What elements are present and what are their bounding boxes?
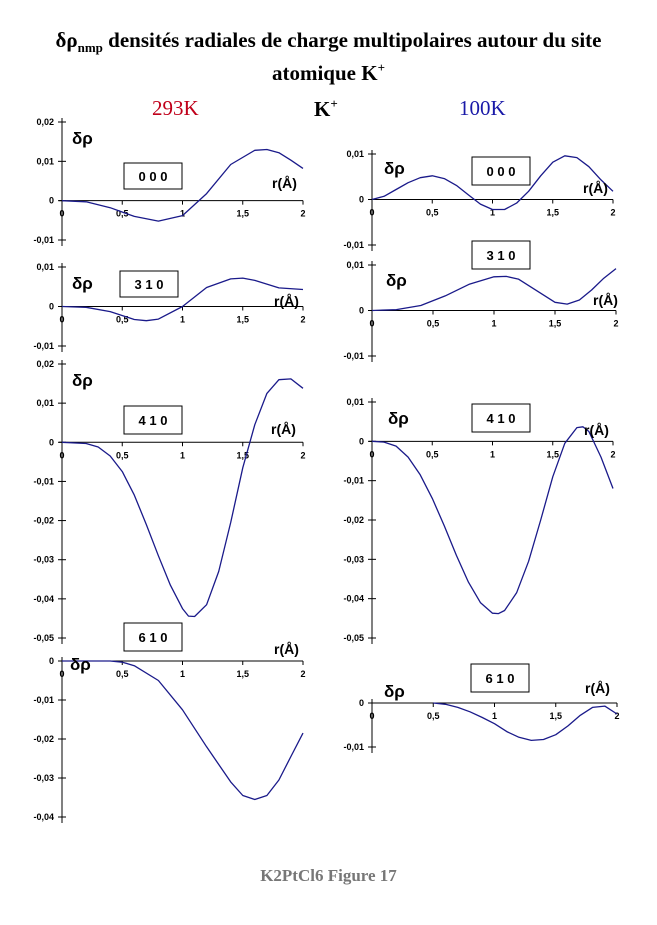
y-tick-label: 0,01 (36, 398, 54, 409)
x-tick-label: 1 (179, 208, 186, 219)
x-tick-label: 0,5 (115, 314, 129, 325)
y-tick-label: -0,02 (33, 515, 54, 526)
y-tick-label: -0,05 (343, 633, 364, 643)
y-tick-label: -0,04 (33, 593, 54, 604)
x-tick-label: 2 (300, 314, 306, 325)
title-text-2: atomique K (271, 61, 378, 85)
x-axis-title: r(Å) (583, 180, 608, 196)
x-tick-label: 2 (613, 318, 619, 329)
y-axis-title: δρ (386, 271, 407, 290)
ion-charge: + (330, 96, 338, 111)
y-axis-title: δρ (388, 409, 409, 428)
chart-panel-1 (33, 117, 305, 246)
x-axis-title: r(Å) (274, 293, 299, 309)
figure-caption: K2PtCl6 Figure 17 (260, 866, 397, 885)
y-tick-label: -0,01 (33, 341, 54, 351)
y-tick-label: 0 (48, 195, 54, 206)
y-tick-label: 0 (48, 656, 54, 666)
x-tick-label: 1 (491, 711, 498, 721)
y-tick-label: 0 (358, 305, 364, 316)
title-symbol: δρ (55, 28, 78, 52)
multipole-label: 6 1 0 (138, 630, 168, 645)
x-tick-label: 0 (369, 207, 375, 218)
x-tick-label: 2 (300, 669, 306, 679)
x-tick-label: 1 (491, 318, 497, 329)
y-tick-label: 0 (358, 698, 364, 708)
x-axis-title: r(Å) (584, 422, 609, 438)
y-tick-label: -0,01 (343, 351, 364, 361)
x-tick-label: 0,5 (426, 318, 440, 329)
x-tick-label: 0 (369, 449, 375, 460)
multipole-label: 0 0 0 (138, 169, 168, 184)
y-axis-title: δρ (384, 682, 405, 701)
y-axis-title: δρ (70, 655, 91, 674)
right-temperature-label: 100K (459, 96, 506, 120)
x-axis-title: r(Å) (585, 680, 610, 696)
series-line (372, 269, 616, 311)
chart-panel-5 (343, 149, 615, 251)
y-tick-label: -0,02 (343, 515, 364, 525)
series-line (433, 703, 620, 740)
x-tick-label: 0 (59, 208, 65, 219)
multipole-label: 3 1 0 (486, 248, 516, 263)
y-tick-label: -0,03 (343, 554, 364, 565)
x-axis-title: r(Å) (593, 292, 618, 308)
x-tick-label: 0 (369, 318, 375, 329)
y-tick-label: -0,05 (33, 633, 54, 643)
x-tick-label: 2 (610, 207, 616, 218)
x-tick-label: 0 (59, 669, 65, 679)
y-tick-label: -0,03 (33, 554, 54, 565)
y-axis-title: δρ (72, 274, 93, 293)
x-axis-title: r(Å) (272, 175, 297, 191)
x-tick-label: 0,5 (115, 669, 129, 679)
y-tick-label: 0,01 (346, 149, 364, 159)
y-tick-label: -0,01 (33, 476, 54, 487)
x-tick-label: 0,5 (425, 449, 439, 460)
x-tick-label: 0 (59, 450, 65, 461)
x-axis-title: r(Å) (271, 421, 296, 437)
y-axis-title: δρ (384, 159, 405, 178)
y-tick-label: 0 (48, 301, 54, 312)
multipole-label: 6 1 0 (485, 671, 515, 686)
y-tick-label: 0,01 (346, 397, 364, 407)
x-tick-label: 1,5 (548, 318, 562, 329)
y-tick-label: -0,01 (343, 240, 364, 250)
y-tick-label: 0 (358, 436, 364, 447)
x-tick-label: 1,5 (236, 450, 250, 461)
x-tick-label: 1,5 (236, 314, 250, 325)
y-tick-label: -0,02 (33, 734, 54, 744)
y-tick-label: 0,01 (36, 156, 54, 167)
y-tick-label: 0,01 (36, 262, 54, 272)
y-tick-label: -0,04 (343, 593, 364, 604)
chart-panel-6 (343, 241, 618, 362)
x-tick-label: 1 (179, 314, 186, 325)
multipole-label: 4 1 0 (486, 411, 516, 426)
x-tick-label: 0,5 (425, 207, 439, 218)
title-subscript: nmp (77, 40, 103, 56)
multipole-label: 4 1 0 (138, 413, 168, 428)
y-tick-label: 0 (358, 194, 364, 205)
chart-panel-2 (33, 262, 305, 352)
y-axis-title: δρ (72, 371, 93, 390)
chart-panel-3 (33, 359, 305, 644)
x-tick-label: 0,5 (115, 450, 129, 461)
y-tick-label: -0,01 (343, 742, 364, 752)
series-line (62, 661, 306, 800)
multipole-label: 0 0 0 (486, 164, 516, 179)
y-tick-label: -0,01 (33, 235, 54, 245)
x-tick-label: 1,5 (549, 711, 563, 721)
y-tick-label: 0,02 (36, 359, 54, 369)
y-tick-label: 0 (48, 437, 54, 448)
y-axis-title: δρ (72, 129, 93, 148)
y-tick-label: 0,01 (346, 260, 364, 270)
x-tick-label: 1,5 (236, 208, 250, 219)
x-tick-label: 0 (59, 314, 65, 325)
x-tick-label: 2 (300, 450, 306, 461)
x-tick-label: 2 (614, 711, 620, 721)
x-tick-label: 1 (179, 450, 186, 461)
y-tick-label: -0,03 (33, 773, 54, 783)
x-tick-label: 1,5 (236, 669, 250, 679)
x-tick-label: 1,5 (546, 449, 560, 460)
chart-panel-7 (343, 397, 615, 644)
chart-panel-4 (33, 623, 305, 823)
x-tick-label: 0,5 (115, 208, 129, 219)
left-temperature-label: 293K (152, 96, 199, 120)
x-tick-label: 0,5 (426, 711, 440, 721)
title-superscript: + (377, 60, 385, 75)
y-tick-label: 0,02 (36, 117, 54, 127)
title-text: densités radiales de charge multipolaires autour du site (102, 28, 602, 52)
x-tick-label: 1 (489, 449, 496, 460)
multipole-label: 3 1 0 (134, 277, 164, 292)
y-tick-label: -0,01 (343, 475, 364, 486)
chart-panel-8 (343, 664, 619, 753)
x-axis-title: r(Å) (274, 641, 299, 657)
x-tick-label: 1 (489, 207, 496, 218)
x-tick-label: 2 (300, 208, 306, 219)
x-tick-label: 0 (369, 711, 375, 721)
ion-symbol: K (314, 97, 331, 121)
y-tick-label: -0,04 (33, 812, 54, 822)
x-tick-label: 1 (179, 669, 186, 679)
x-tick-label: 1,5 (546, 207, 560, 218)
x-tick-label: 2 (610, 449, 616, 460)
y-tick-label: -0,01 (33, 695, 54, 705)
